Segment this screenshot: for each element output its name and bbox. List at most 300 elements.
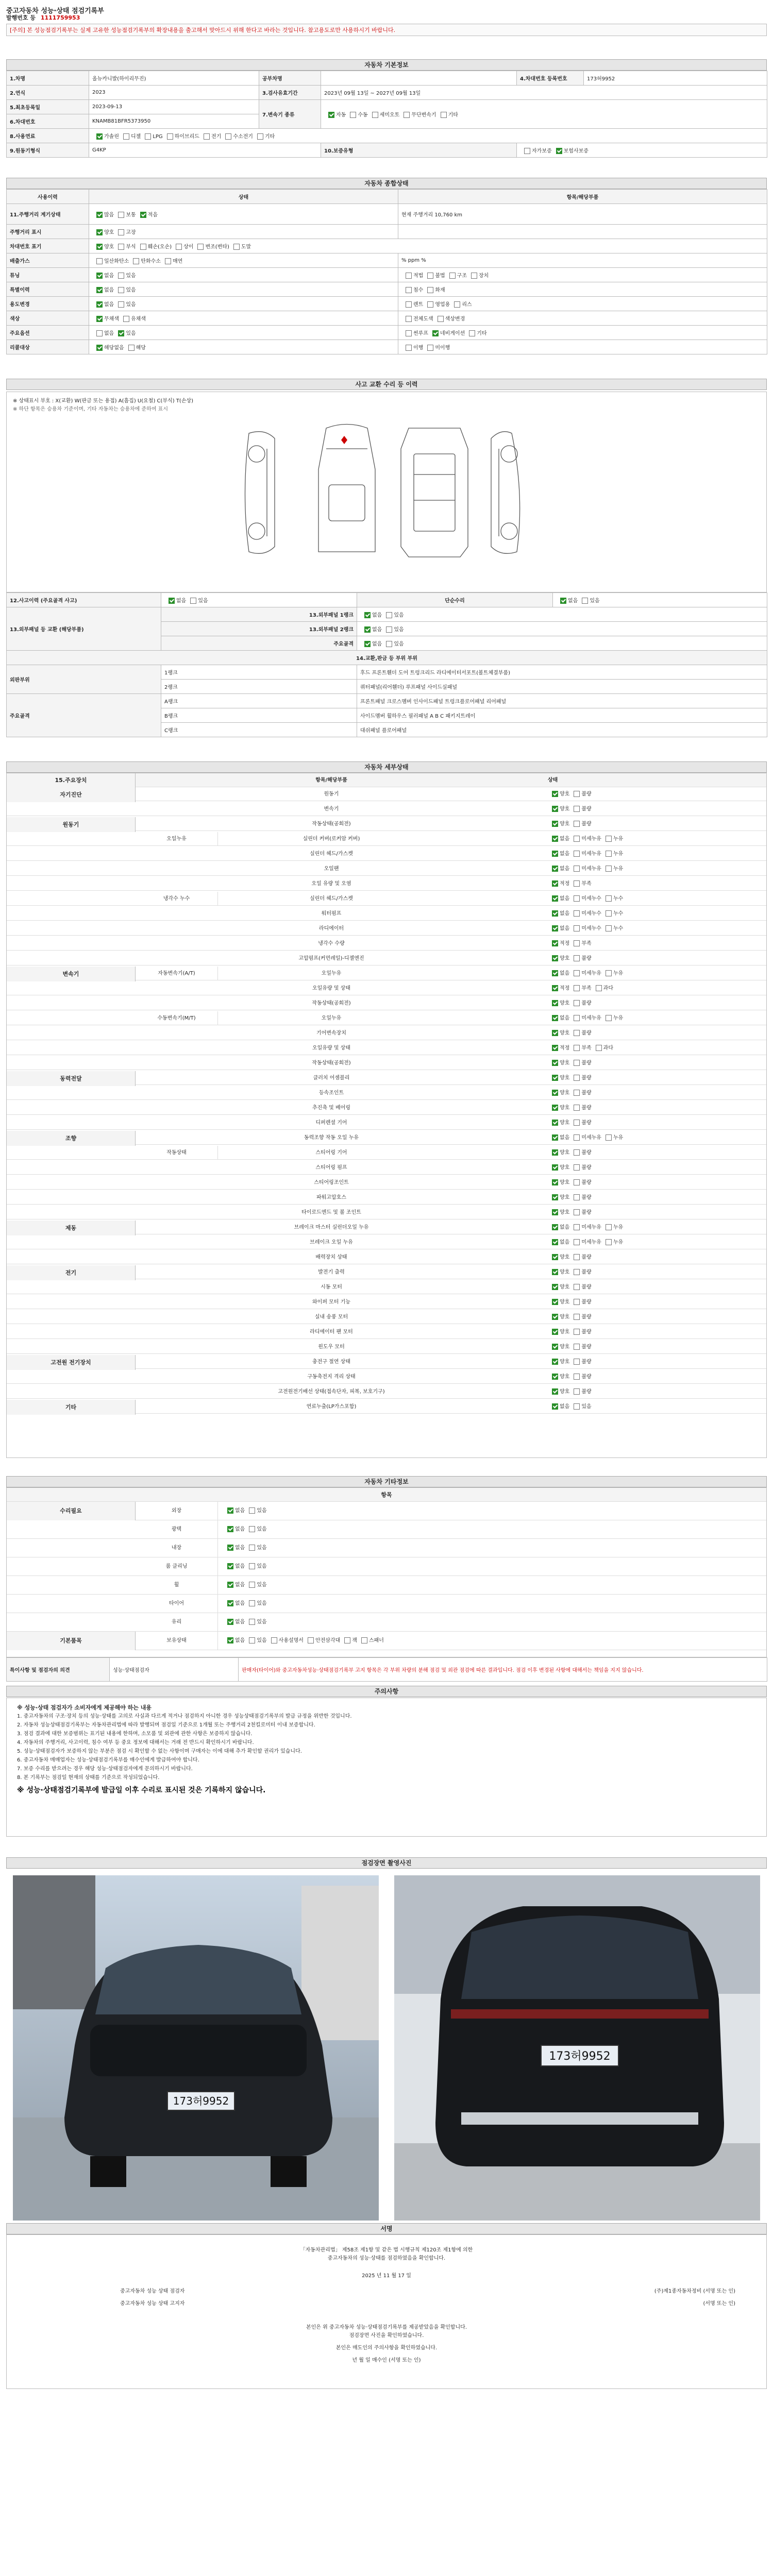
detail-item: 오일누유	[321, 971, 342, 976]
state-checkbox	[574, 836, 580, 842]
state-option-label: 불량	[581, 821, 592, 827]
state-option-label: 과다	[603, 1045, 613, 1051]
state-checkbox	[606, 866, 612, 872]
state-checkbox	[227, 1600, 233, 1606]
overall-usage-change-state: 없음 있음	[89, 297, 398, 311]
state-option-label: 부족	[581, 941, 592, 946]
label-fuel: 8.사용연료	[7, 129, 89, 143]
rankB-label: B랭크	[161, 708, 357, 723]
overall-tuning-extra: 적법 불법 구조 장치	[398, 268, 767, 282]
detail-category: 원동기	[7, 817, 136, 832]
state-option-label: 없음	[560, 836, 570, 842]
state-option-label: 누유	[613, 971, 624, 976]
label-inspection-period: 3.검사유효기간	[259, 86, 321, 100]
detail-row	[7, 862, 766, 876]
detail-row	[7, 1370, 766, 1384]
detail-header	[7, 773, 766, 787]
state-checkbox	[574, 1224, 580, 1230]
state-option-label: 부족	[581, 1045, 592, 1051]
note-line-7: 7. 보증 수리를 받으려는 경우 해당 성능·상태점검자에게 문의하시기 바랍니다.	[17, 1766, 193, 1772]
state-option-label: 적정	[560, 881, 570, 887]
detail-category: 고전원 전기장치	[7, 1355, 136, 1370]
detail-state	[548, 967, 623, 980]
overall-odometer-state: 많음 보통 적음	[89, 204, 398, 225]
other-item: 타이어	[136, 1595, 218, 1613]
state-option-label: 양호	[560, 1389, 570, 1395]
state-option-label: 없음	[560, 926, 570, 931]
overall-color-label: 색상	[7, 311, 89, 326]
label-transmission: 7.변속기 종류	[259, 100, 321, 129]
other-item: 보유상태	[136, 1632, 218, 1650]
state-checkbox	[552, 1224, 558, 1230]
detail-state	[548, 847, 623, 861]
state-checkbox	[552, 970, 558, 976]
opinion-label: 특이사항 및 점검자의 의견	[7, 1658, 110, 1682]
detail-state	[548, 832, 623, 846]
transmission-options: 자동 수동 세미오토 무단변속기 기타	[321, 100, 767, 129]
state-option-label: 미세누유	[581, 1240, 601, 1245]
state-checkbox	[249, 1637, 255, 1643]
year-value: 2023	[89, 86, 259, 100]
sign-line-1: 「자동차관리법」 제58조 제1항 및 같은 법 시행규칙 제120조 제1항에 의한	[300, 2247, 473, 2253]
detail-item: 실내 송풍 모터	[314, 1314, 348, 1320]
state-checkbox	[574, 866, 580, 872]
state-checkbox	[574, 925, 580, 931]
detail-row	[7, 787, 766, 801]
frame-parts-label: 주요골격	[7, 694, 161, 737]
state-checkbox	[606, 895, 612, 902]
state-option-label: 불량	[581, 1359, 592, 1365]
detail-state	[548, 1146, 592, 1160]
detail-state	[548, 1026, 592, 1040]
state-checkbox	[574, 1254, 580, 1260]
state-checkbox	[552, 1105, 558, 1111]
issue-number-row	[6, 13, 80, 22]
overall-tuning-state: 없음 있음	[89, 268, 398, 282]
rankC-label: C랭크	[161, 723, 357, 737]
other-state	[223, 1557, 267, 1576]
overall-option-extra: 썬루프 네비게이션 기타	[398, 326, 767, 340]
state-checkbox	[574, 1194, 580, 1200]
state-option-label: 누유	[613, 1135, 624, 1141]
state-checkbox	[574, 1284, 580, 1290]
detail-item: 오일유량 및 상태	[312, 1045, 350, 1051]
state-checkbox	[227, 1619, 233, 1625]
section-detail: 자동차 세부상태	[6, 761, 767, 773]
detail-item: 추진축 및 베어링	[312, 1105, 350, 1111]
sign-line-2: 중고자동차의 성능·상태를 점검하였음을 확인합니다.	[327, 2256, 446, 2261]
state-option-label: 미세누유	[581, 866, 601, 872]
state-option-label: 불량	[581, 1120, 592, 1126]
state-option-label: 양호	[560, 1120, 570, 1126]
section-photos: 점검장면 촬영사진	[6, 1857, 767, 1869]
detail-item: 배력장치 상태	[315, 1255, 347, 1260]
state-option-label: 불량	[581, 1150, 592, 1156]
state-option-label: 누유	[613, 836, 624, 842]
detail-header-item: 항목/해당부품	[315, 777, 347, 783]
state-checkbox	[227, 1563, 233, 1569]
state-option-label: 있음	[257, 1527, 267, 1532]
state-option-label: 없음	[560, 851, 570, 857]
state-option-label: 불량	[581, 1269, 592, 1275]
state-option-label: 있음	[257, 1508, 267, 1514]
state-checkbox	[552, 1075, 558, 1081]
state-option-label: 없음	[560, 1015, 570, 1021]
other-row	[7, 1557, 766, 1576]
sign-left-2: 중고자동차 성능 상태 고지자	[120, 2301, 185, 2307]
detail-item: 워터펌프	[321, 911, 342, 917]
state-option-label: 없음	[560, 1404, 570, 1410]
state-checkbox	[308, 1637, 314, 1643]
detail-item: 오일누유	[321, 1015, 342, 1021]
detail-row	[7, 802, 766, 816]
detail-state	[548, 1385, 592, 1399]
other-item: 내장	[136, 1539, 218, 1557]
detail-state	[548, 1221, 623, 1234]
detail-state	[548, 1191, 592, 1205]
state-checkbox	[552, 1299, 558, 1305]
detail-row	[7, 1355, 766, 1369]
overall-emission-units: % ppm %	[398, 253, 767, 268]
overall-color-state: 무채색 유채색	[89, 311, 398, 326]
state-option-label: 있음	[257, 1638, 267, 1643]
state-checkbox	[361, 1637, 367, 1643]
state-checkbox	[552, 836, 558, 842]
state-option-label: 불량	[581, 1210, 592, 1215]
detail-row	[7, 1176, 766, 1190]
detail-row	[7, 1206, 766, 1219]
detail-item: 실린더 헤드/가스켓	[310, 851, 353, 857]
state-option-label: 양호	[560, 821, 570, 827]
state-option-label: 미세누유	[581, 1135, 601, 1141]
state-checkbox	[574, 1000, 580, 1006]
state-checkbox	[552, 1194, 558, 1200]
state-option-label: 없음	[235, 1545, 245, 1551]
section-notes: 주의사항	[6, 1686, 767, 1697]
state-checkbox	[574, 1179, 580, 1185]
state-option-label: 양호	[560, 1314, 570, 1320]
detail-row	[7, 1191, 766, 1205]
state-checkbox	[606, 1015, 612, 1021]
state-option-label: 잭	[352, 1638, 357, 1643]
state-option-label: 양호	[560, 1030, 570, 1036]
other-state	[223, 1520, 267, 1539]
state-option-label: 없음	[235, 1638, 245, 1643]
detail-subcategory: 냉각수 누수	[136, 892, 218, 906]
state-checkbox	[606, 1134, 612, 1141]
state-option-label: 미세누수	[581, 926, 601, 931]
detail-row	[7, 1011, 766, 1025]
state-checkbox	[552, 821, 558, 827]
state-checkbox	[227, 1545, 233, 1551]
detail-row	[7, 1071, 766, 1085]
state-option-label: 불량	[581, 1090, 592, 1096]
state-option-label: 없음	[560, 866, 570, 872]
overall-special-extra: 침수 화재	[398, 282, 767, 297]
detail-state	[548, 1101, 592, 1115]
state-checkbox	[574, 821, 580, 827]
state-option-label: 양호	[560, 1150, 570, 1156]
detail-row	[7, 1325, 766, 1339]
detail-item: 구동축전지 격리 상태	[307, 1374, 356, 1380]
state-checkbox	[552, 1060, 558, 1066]
state-checkbox	[606, 970, 612, 976]
state-checkbox	[552, 1209, 558, 1215]
main-frame-label: 주요골격	[161, 636, 357, 651]
state-checkbox	[552, 1254, 558, 1260]
state-checkbox	[552, 1045, 558, 1051]
state-option-label: 양호	[560, 1001, 570, 1006]
detail-state	[548, 877, 592, 891]
detail-state	[548, 996, 592, 1010]
detail-item: 동력조향 작동 오일 누유	[304, 1135, 359, 1141]
detail-row	[7, 1340, 766, 1354]
overall-usage-change-extra: 렌트 영업용 리스	[398, 297, 767, 311]
overall-emission-label: 배출가스	[7, 253, 89, 268]
rankA-items: 프론트패널 크로스멤버 인사이드패널 트렁크플로어패널 리어패널	[357, 694, 767, 708]
state-option-label: 불량	[581, 1314, 592, 1320]
state-checkbox	[249, 1563, 255, 1569]
detail-state	[548, 1235, 623, 1249]
state-option-label: 있음	[257, 1545, 267, 1551]
detail-item: 오일팬	[324, 866, 339, 872]
state-option-label: 미세누유	[581, 836, 601, 842]
detail-state	[548, 892, 623, 906]
detail-item: 오일유량 및 상태	[312, 986, 350, 991]
state-option-label: 누유	[613, 851, 624, 857]
state-option-label: 없음	[235, 1619, 245, 1625]
state-option-label: 미세누유	[581, 851, 601, 857]
detail-state	[548, 1295, 592, 1309]
detail-item: 스티어링조인트	[314, 1180, 349, 1185]
state-checkbox	[574, 910, 580, 917]
detail-subcategory: 오일누유	[136, 832, 218, 846]
other-item: 광택	[136, 1520, 218, 1539]
state-option-label: 양호	[560, 1075, 570, 1081]
state-checkbox	[574, 1299, 580, 1305]
state-checkbox	[249, 1619, 255, 1625]
state-checkbox	[574, 955, 580, 961]
detail-item: 실린더 커버(로커암 커버)	[303, 836, 360, 842]
overall-table	[6, 189, 767, 354]
accident-history-state: 없음 있음	[161, 593, 357, 607]
sign-line-3: 본인은 위 중고자동차 성능·상태점검기록부를 제공받았음을 확인합니다.	[306, 2325, 467, 2330]
other-row	[7, 1576, 766, 1595]
label-first-reg: 5.최초등록일	[7, 100, 89, 114]
note-line-2: 2. 자동차 성능상태점검기록부는 자동차관리법에 따라 발행되며 점검일 기준으로 1개월 또는 주행거리 2천킬로미터 이내 보증합니다.	[17, 1722, 315, 1728]
overall-recall-state: 해당없음 해당	[89, 340, 398, 354]
state-option-label: 불량	[581, 1001, 592, 1006]
state-option-label: 양호	[560, 791, 570, 797]
state-checkbox	[574, 1149, 580, 1156]
other-state	[223, 1502, 267, 1520]
state-checkbox	[552, 1239, 558, 1245]
detail-item: 발전기 출력	[318, 1269, 345, 1275]
overall-recall-extra: 이행 미이행	[398, 340, 767, 354]
detail-state	[548, 1325, 592, 1339]
state-option-label: 누유	[613, 1225, 624, 1230]
detail-item: 디퍼렌셜 기어	[315, 1120, 347, 1126]
issue-number-label: 발행번호 등	[6, 14, 36, 21]
state-option-label: 누유	[613, 866, 624, 872]
detail-row	[7, 817, 766, 831]
state-checkbox	[552, 806, 558, 812]
overall-usage-change-label: 용도변경	[7, 297, 89, 311]
note-line-1: 1. 중고자동차의 구조·장치 등의 성능·상태를 고의로 사실과 다르게 적거나 점검하지 아니한 경우 성능상태점검기록부의 발급 규정을 위반한 것입니다.	[17, 1714, 352, 1719]
state-option-label: 양호	[560, 806, 570, 812]
section-accident: 사고 교환 수리 등 이력	[6, 379, 767, 390]
state-checkbox	[574, 1060, 580, 1066]
state-checkbox	[574, 880, 580, 887]
state-checkbox	[574, 1329, 580, 1335]
other-state	[223, 1595, 267, 1613]
detail-item: 라디에이터	[318, 926, 344, 931]
detail-row	[7, 922, 766, 936]
state-checkbox	[574, 1090, 580, 1096]
state-option-label: 양호	[560, 1344, 570, 1350]
engine-value: G4KP	[89, 143, 321, 158]
state-option-label: 양호	[560, 1374, 570, 1380]
state-option-label: 불량	[581, 1344, 592, 1350]
state-option-label: 양호	[560, 956, 570, 961]
detail-item: 충전구 절연 상태	[312, 1359, 350, 1365]
state-checkbox	[552, 1403, 558, 1410]
opinion-table	[6, 1657, 767, 1682]
detail-item: 스티어링 펌프	[315, 1165, 347, 1171]
state-option-label: 양호	[560, 1060, 570, 1066]
state-checkbox	[574, 895, 580, 902]
state-option-label: 양호	[560, 1284, 570, 1290]
overall-tuning-label: 튜닝	[7, 268, 89, 282]
state-checkbox	[574, 1314, 580, 1320]
outer-panel-rank2-state: 없음 있음	[357, 622, 767, 636]
detail-state	[548, 1340, 592, 1354]
state-checkbox	[227, 1582, 233, 1588]
state-checkbox	[574, 791, 580, 797]
state-option-label: 적정	[560, 986, 570, 991]
detail-item: 시동 모터	[321, 1284, 342, 1290]
car-name-value: 올뉴카니발(하이리무진)	[89, 71, 259, 86]
overall-odo-display-label: 주행거리 표시	[7, 225, 89, 239]
outer-panel-label: 13.외부패널 등 교환 (해당부품)	[7, 607, 161, 651]
fuel-options: 가솔린 디젤 LPG 하이브리드 전기 수소전기 기타	[89, 129, 767, 143]
state-option-label: 불량	[581, 806, 592, 812]
note-line-3: 3. 점검 결과에 대한 보증범위는 표기된 내용에 한하며, 소모품 및 외관에 관한 사항은 보증하지 않습니다.	[17, 1731, 253, 1737]
other-state	[223, 1613, 267, 1632]
state-option-label: 불량	[581, 1299, 592, 1305]
detail-state	[548, 1250, 592, 1264]
detail-state	[548, 1071, 592, 1085]
state-checkbox	[552, 1164, 558, 1171]
detail-row	[7, 996, 766, 1010]
detail-item: 원동기	[324, 791, 339, 797]
detail-subcategory: 수동변속기(M/T)	[136, 1011, 218, 1025]
state-option-label: 부족	[581, 986, 592, 991]
overall-header-usage: 사용이력	[7, 190, 89, 204]
detail-row	[7, 1400, 766, 1414]
overall-header-part: 항목/해당부품	[398, 190, 767, 204]
detail-state	[548, 1131, 623, 1145]
issue-number: 1111759953	[40, 14, 80, 21]
label-reg-number: 4.차대번호 등록번호	[517, 71, 584, 86]
detail-row	[7, 1146, 766, 1160]
sign-line-5: 본인은 매도인의 주의사항을 확인하였습니다.	[335, 2345, 438, 2351]
note-line-8: 8. 본 기록부는 점검일 현재의 상태를 기준으로 작성되었습니다.	[17, 1775, 160, 1781]
state-checkbox	[227, 1526, 233, 1532]
state-option-label: 불량	[581, 1195, 592, 1200]
detail-item: 고압펌프(커먼레일)-디젤엔진	[298, 956, 364, 961]
label-warranty: 10.보증유형	[321, 143, 517, 158]
vin-value: KNAMB81BFR5373950	[89, 114, 259, 129]
warning-notice: [주의] 본 성능점검기록부는 실제 고유한 성능점검기록부의 확장내용을 출고해서 맞아드시 위해 한다고 바라는 것입니다. 참고용도로만 사용하시기 바랍니다.	[6, 24, 767, 36]
state-checkbox	[552, 955, 558, 961]
detail-row	[7, 1101, 766, 1115]
detail-state	[548, 1116, 592, 1130]
other-header: 항목	[7, 1488, 766, 1502]
rankA-label: A랭크	[161, 694, 357, 708]
detail-row	[7, 952, 766, 965]
overall-vin-mark-state: 양호 부식 훼손(오손) 상이 변조(변타) 도말	[89, 239, 767, 253]
reg-number-value: 173허9952	[584, 71, 767, 86]
state-checkbox	[552, 1120, 558, 1126]
rear-plate: 173허9952	[549, 2050, 611, 2063]
detail-state	[548, 1310, 592, 1324]
detail-state	[548, 1400, 592, 1414]
document-title: 중고자동차 성능·상태 점검기록부	[6, 7, 104, 15]
state-checkbox	[574, 1134, 580, 1141]
outer-parts-label: 외판부위	[7, 665, 161, 694]
state-option-label: 불량	[581, 1255, 592, 1260]
overall-header-state: 상태	[89, 190, 398, 204]
state-checkbox	[249, 1507, 255, 1514]
detail-state	[548, 817, 592, 831]
other-row	[7, 1613, 766, 1632]
detail-item: 실린더 헤드/가스켓	[310, 896, 353, 902]
rankC-items: 대쉬패널 플로어패널	[357, 723, 767, 737]
detail-state	[548, 862, 623, 876]
state-option-label: 스패너	[368, 1638, 384, 1643]
front-photo	[13, 1875, 379, 2221]
basic-info-table	[6, 71, 767, 158]
detail-state	[548, 907, 623, 921]
state-option-label: 누수	[613, 926, 624, 931]
simple-repair-label: 단순수리	[357, 593, 553, 607]
state-option-label: 불량	[581, 1075, 592, 1081]
accident-history-label: 12.사고이력 (주요골격 사고)	[7, 593, 161, 607]
state-option-label: 안전삼각대	[315, 1638, 341, 1643]
detail-item: 브레이크 오일 누유	[310, 1240, 353, 1245]
inspection-period-value: 2023년 09월 13일 ~ 2027년 09월 13일	[321, 86, 767, 100]
overall-odometer-label: 11.주행거리 계기상태	[7, 204, 89, 225]
detail-state	[548, 981, 613, 995]
detail-state	[548, 1041, 613, 1055]
detail-row	[7, 892, 766, 906]
overall-emission-state: 일산화탄소 탄화수소 매연	[89, 253, 398, 268]
state-checkbox	[606, 836, 612, 842]
other-row	[7, 1595, 766, 1613]
state-checkbox	[344, 1637, 350, 1643]
detail-row	[7, 981, 766, 995]
state-checkbox	[574, 851, 580, 857]
state-checkbox	[606, 910, 612, 917]
sign-bottom: 년 월 일 매수인 (서명 또는 인)	[352, 2358, 421, 2363]
detail-row	[7, 832, 766, 846]
state-option-label: 양호	[560, 1329, 570, 1335]
state-option-label: 불량	[581, 791, 592, 797]
state-option-label: 불량	[581, 1329, 592, 1335]
state-checkbox	[606, 1224, 612, 1230]
sign-line-4: 점검장면 사진을 확인하였습니다.	[349, 2333, 424, 2338]
